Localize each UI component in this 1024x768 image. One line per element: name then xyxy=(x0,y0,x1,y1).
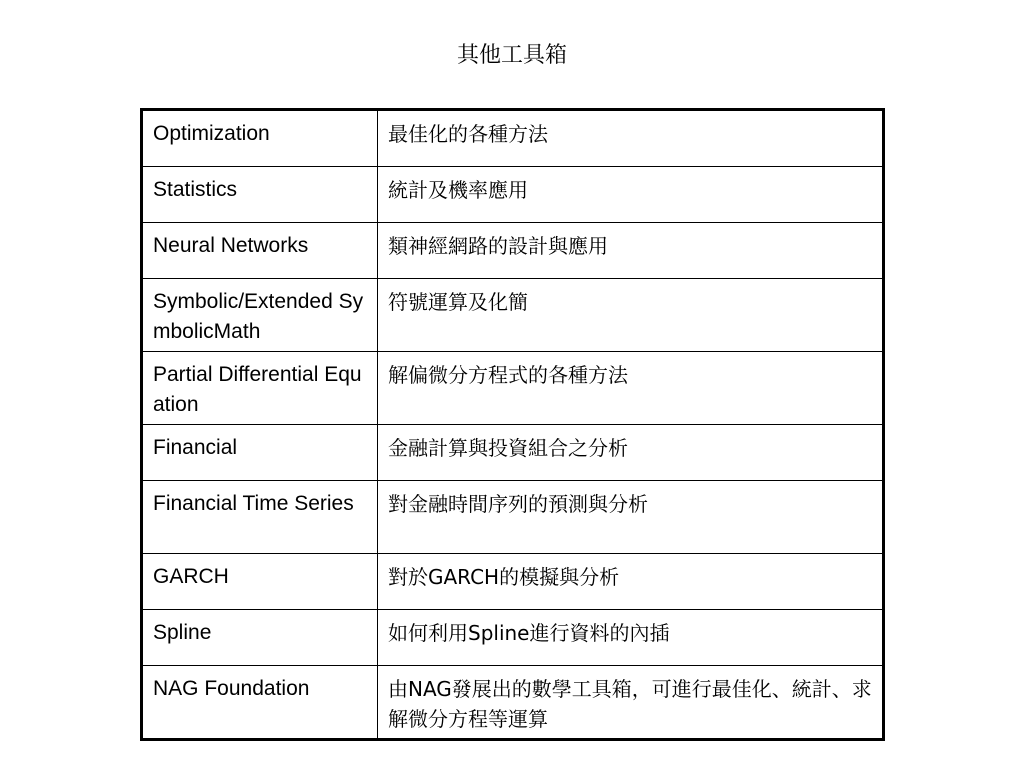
toolbox-description: 由NAG發展出的數學工具箱，可進行最佳化、統計、求解微分方程等運算 xyxy=(378,666,884,740)
toolbox-name: Financial xyxy=(142,425,378,481)
table-row xyxy=(142,554,884,610)
toolbox-description: 最佳化的各種方法 xyxy=(378,110,884,167)
toolbox-name: Spline xyxy=(142,610,378,666)
slide-title: 其他工具箱 xyxy=(456,43,567,68)
table-row xyxy=(142,110,884,167)
table-row xyxy=(142,279,884,352)
toolbox-name: Statistics xyxy=(142,167,378,223)
toolbox-description: 類神經網路的設計與應用 xyxy=(378,223,884,279)
table-row xyxy=(142,352,884,425)
toolbox-name: GARCH xyxy=(142,554,378,610)
toolbox-description: 符號運算及化簡 xyxy=(378,279,884,352)
toolbox-name: Optimization xyxy=(142,110,378,167)
toolbox-description: 對金融時間序列的預測與分析 xyxy=(378,481,884,554)
table-row xyxy=(142,610,884,666)
table-row xyxy=(142,167,884,223)
table-row xyxy=(142,425,884,481)
toolbox-description: 金融計算與投資組合之分析 xyxy=(378,425,884,481)
toolbox-description: 統計及機率應用 xyxy=(378,167,884,223)
toolbox-name: Neural Networks xyxy=(142,223,378,279)
toolbox-description: 解偏微分方程式的各種方法 xyxy=(378,352,884,425)
table-row xyxy=(142,481,884,554)
toolbox-description: 對於GARCH的模擬與分析 xyxy=(378,554,884,610)
toolbox-name: NAG Foundation xyxy=(142,666,378,740)
toolbox-name: Financial Time Series xyxy=(142,481,378,554)
toolbox-name: Symbolic/Extended SymbolicMath xyxy=(142,279,378,352)
toolbox-description: 如何利用Spline進行資料的內插 xyxy=(378,610,884,666)
toolbox-table xyxy=(140,108,885,741)
table-row xyxy=(142,666,884,740)
table-row xyxy=(142,223,884,279)
toolbox-name: Partial Differential Equation xyxy=(142,352,378,425)
